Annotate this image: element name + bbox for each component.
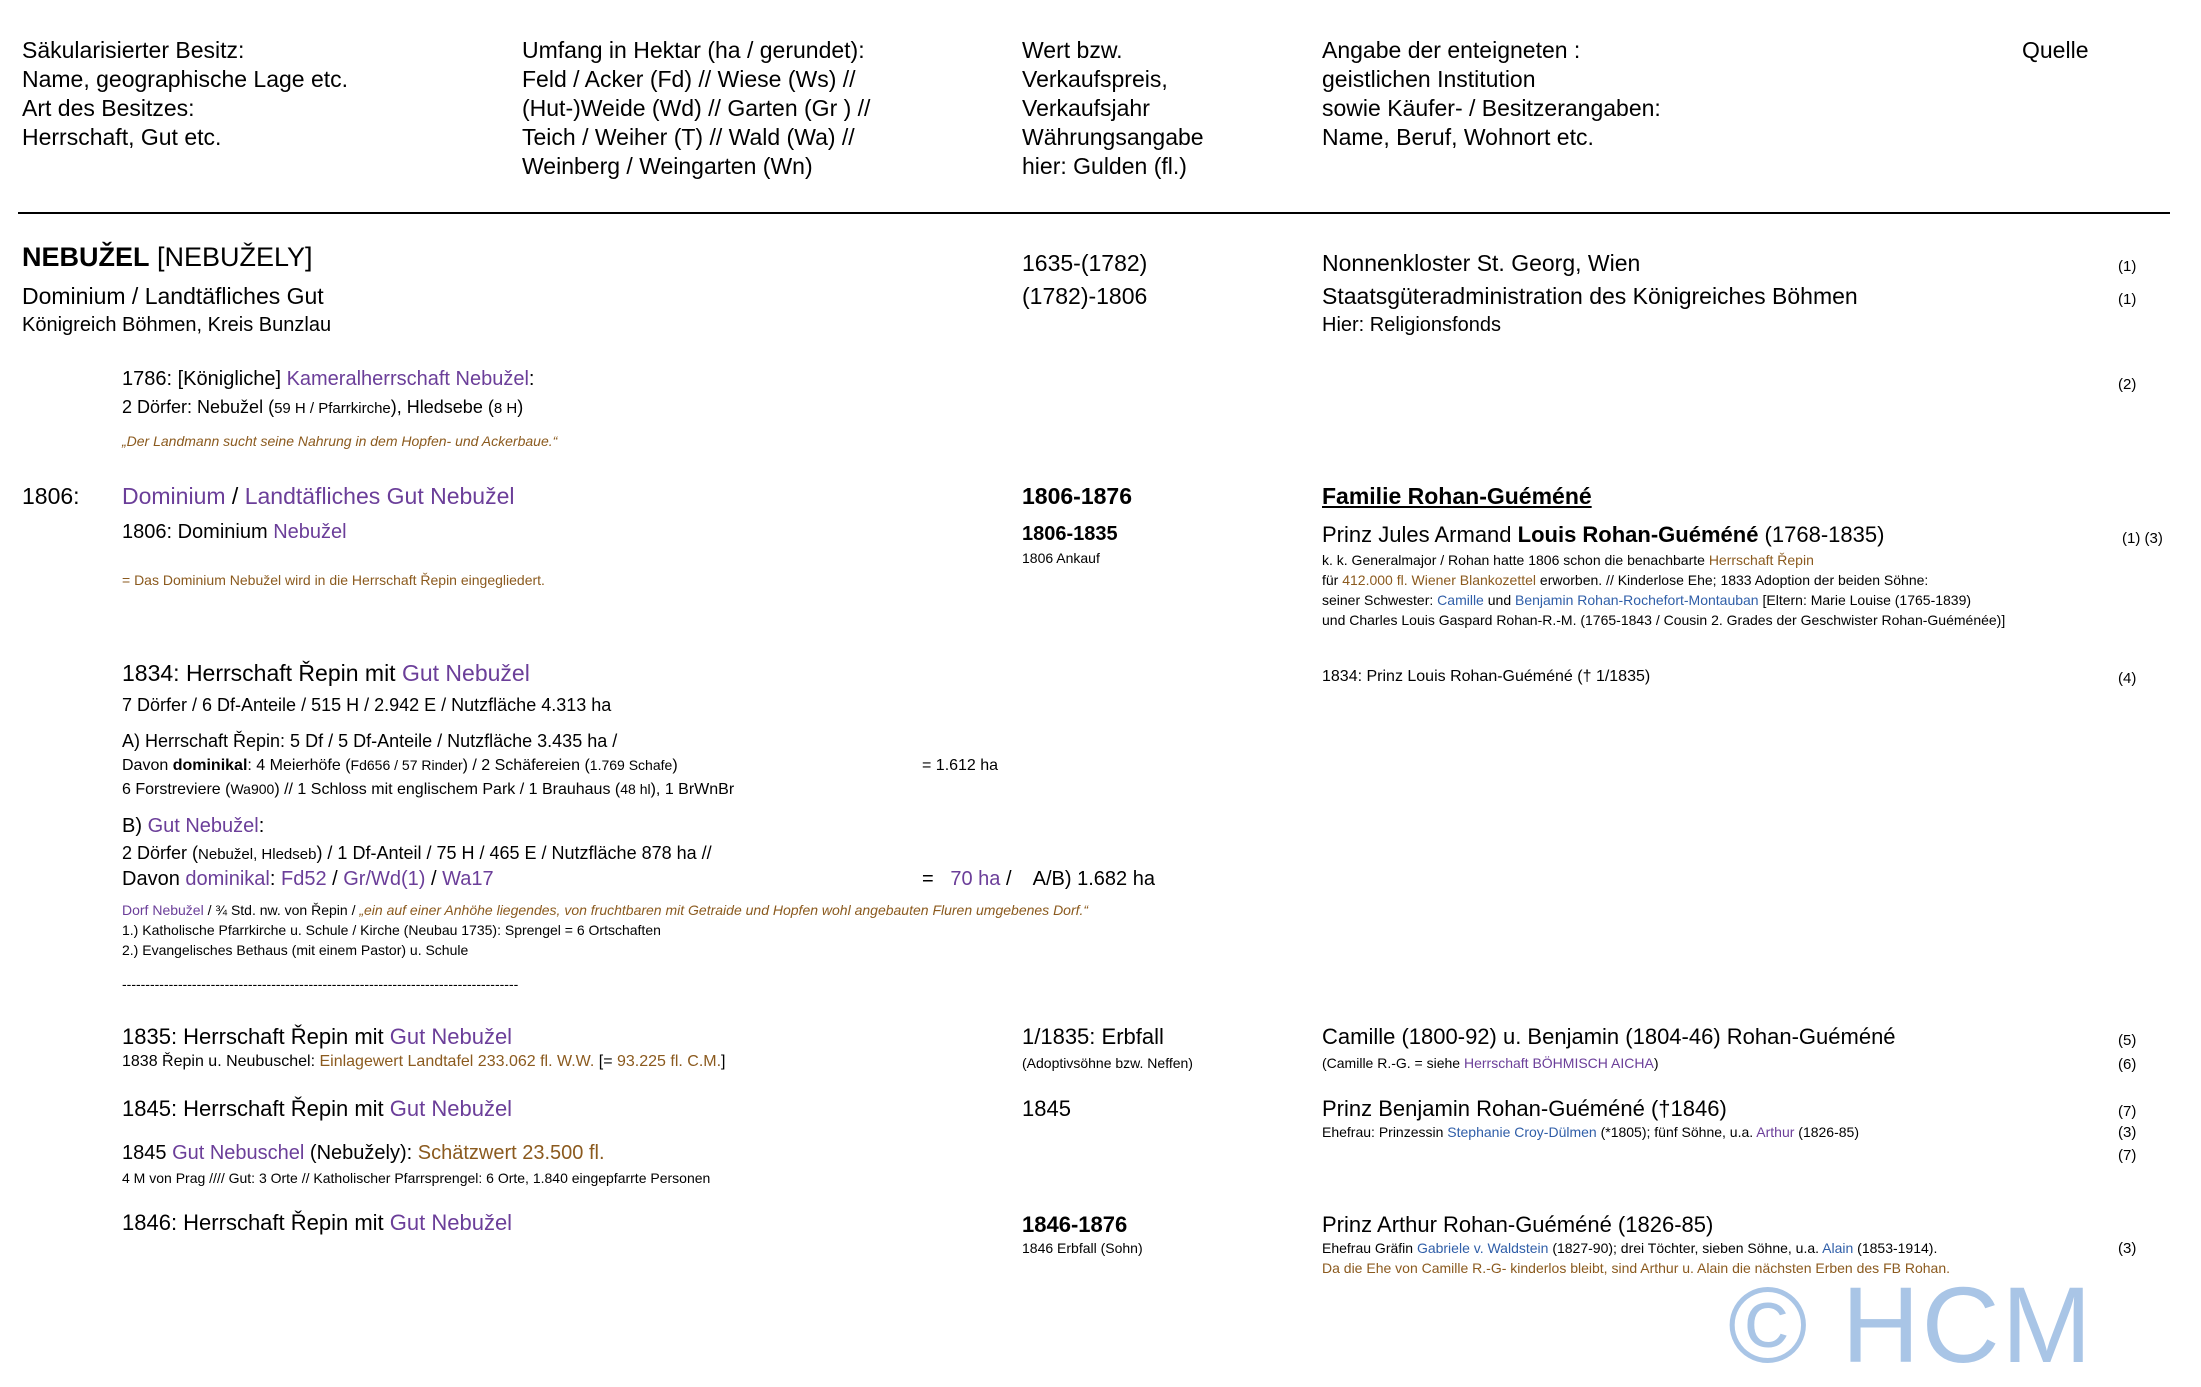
section-1834-a2 [122, 757, 678, 775]
text: 1838 Řepin u. Neubuschel: [122, 1053, 320, 1070]
section-1806-detail-4: und Charles Louis Gaspard Rohan-R.-M. (1765-1843 / Cousin 2. Grades der Geschwister Rohan-Guéménée)] [1322, 612, 2006, 628]
section-1786-villages: 2 Dörfer: Nebužel (59 H / Pfarrkirche), Hledsebe (8 H) [122, 397, 524, 417]
header-text: Angabe der enteigneten : [1322, 37, 1581, 63]
text: / ¾ Std. nw. von Řepin / [203, 902, 360, 918]
text: (1800-92) [1401, 1024, 1497, 1049]
text: 1845: Herrschaft Řepin mit [122, 1096, 390, 1121]
section-1806-sub-note: 1806 Ankauf [1022, 550, 1100, 566]
text: Wa900 [230, 781, 275, 797]
section-1806-family: Familie Rohan-Guéméné [1322, 483, 1592, 509]
text: dominikal [172, 757, 248, 774]
text: 1846: Herrschaft Řepin mit [122, 1210, 390, 1235]
text: 1786: [Königliche] [122, 368, 287, 390]
header-text: Art des Besitzes: [22, 95, 195, 121]
header-text: Verkaufspreis, [1022, 66, 1168, 92]
text: ) // 1 Schloss mit englischem Park / 1 Brauhaus ( [274, 781, 621, 798]
text: 70 ha [950, 868, 1001, 890]
text: / [225, 483, 245, 509]
text: Davon [122, 757, 173, 774]
text: Camille [1437, 592, 1484, 608]
text: Gut Nebužel [389, 1024, 513, 1049]
section-1835-value-note: (Adoptivsöhne bzw. Neffen) [1022, 1055, 1193, 1071]
text: ] [721, 1053, 726, 1070]
text: Landtäfliches Gut Nebužel [244, 483, 515, 509]
section-1806-sub [122, 521, 347, 544]
text: 1835: Herrschaft Řepin mit [122, 1024, 390, 1049]
section-1835-heading [122, 1024, 512, 1050]
source-ref: (6) [2118, 1056, 2137, 1073]
section-1835-note [1322, 1055, 1658, 1071]
header-text: hier: Gulden (fl.) [1022, 153, 1187, 179]
text: 1834: Herrschaft Řepin mit [122, 660, 402, 686]
section-1834-heading [122, 660, 530, 687]
text: Gabriele v. Waldstein [1416, 1240, 1549, 1256]
source-ref: (7) [2118, 1103, 2137, 1120]
section-1845-heading [122, 1096, 512, 1122]
text: ) [1653, 1055, 1659, 1071]
section-1834-note-2: 2.) Evangelisches Bethaus (mit einem Pastor) u. Schule [122, 942, 469, 958]
section-1846-range: 1846-1876 [1022, 1212, 1128, 1237]
section-1834-a-ha: = 1.612 ha [922, 757, 999, 774]
text: Gut Nebužel [147, 815, 259, 837]
header-text: (Hut-)Weide (Wd) // Garten (Gr ) // [522, 95, 871, 121]
section-1806-detail-3 [1322, 592, 1971, 608]
text: (1826-85) [1794, 1124, 1859, 1140]
source-ref: (4) [2118, 670, 2137, 687]
title-name: NEBUŽEL [22, 242, 150, 272]
section-1834-b2 [122, 843, 712, 864]
section-1845-wife [1322, 1124, 1859, 1140]
text: 1806: Dominium [122, 521, 274, 543]
text: 6 Forstreviere ( [122, 781, 231, 798]
section-1834-b1 [122, 815, 264, 838]
text: (Camille R.-G. = siehe [1322, 1055, 1464, 1071]
source-ref: (2) [2118, 376, 2137, 393]
text: (*1805); fünf Söhne, u.a. [1596, 1124, 1757, 1140]
text: 2 Dörfer ( [122, 843, 199, 863]
section-1846-heir: Da die Ehe von Camille R.-G- kinderlos bleibt, sind Arthur u. Alain die nächsten Erben des FB Rohan. [1322, 1260, 1950, 1276]
page-title [22, 242, 313, 273]
section-1835-sub [122, 1053, 725, 1071]
source-ref: (1) [2118, 291, 2137, 308]
text: Herrschaft Řepin [1708, 552, 1814, 568]
text: k. k. Generalmajor / Rohan hatte 1806 schon die benachbarte [1322, 552, 1709, 568]
section-1845-owner: Prinz Benjamin Rohan-Guéméné (†1846) [1322, 1096, 1727, 1121]
header-text: Weinberg / Weingarten (Wn) [522, 153, 813, 179]
text: von fruchtbaren mit Getraide und Hopfen wohl angebauten Fluren umgebenes Dorf.“ [564, 902, 1089, 918]
header-text: Währungsangabe [1022, 124, 1204, 150]
text: Arthur [1756, 1124, 1795, 1140]
text: / [326, 868, 344, 890]
header-text: sowie Käufer- / Besitzerangaben: [1322, 95, 1661, 121]
header-divider [18, 212, 2170, 214]
title-dates-1: 1635-(1782) [1022, 250, 1148, 276]
header-text: Verkaufsjahr [1022, 95, 1150, 121]
section-1835-value: 1/1835: Erbfall [1022, 1024, 1164, 1049]
text: / A/B) 1.682 ha [1000, 868, 1155, 890]
header-col-source: Quelle [2022, 37, 2089, 63]
section-1835-owner [1322, 1024, 1896, 1050]
section-1806-year: 1806: [22, 483, 80, 509]
section-1846-owner: Prinz Arthur Rohan-Guéméné (1826-85) [1322, 1212, 1714, 1237]
header-text: Säkularisierter Besitz: [22, 37, 245, 63]
section-1834-owner: 1834: Prinz Louis Rohan-Guéméné († 1/1835) [1322, 668, 1651, 685]
header-text: Umfang in Hektar (ha / gerundet): [522, 37, 865, 63]
header-text: Teich / Weiher (T) // Wald (Wa) // [522, 124, 855, 150]
title-owner-3: Hier: Religionsfonds [1322, 314, 1501, 336]
section-1786-quote: „Der Landmann sucht seine Nahrung in dem Hopfen- und Ackerbaue.“ [122, 433, 558, 449]
text: Wa17 [442, 868, 494, 890]
text: Prinz Jules Armand [1322, 522, 1518, 547]
text: für [1322, 572, 1343, 588]
source-ref: (7) [2118, 1147, 2137, 1164]
section-1834-stats: 7 Dörfer / 6 Df-Anteile / 515 H / 2.942 E / Nutzfläche 4.313 ha [122, 695, 612, 715]
text: Camille [1322, 1024, 1402, 1049]
text: Gut Nebužel [389, 1210, 513, 1235]
text: ) / 2 Schäfereien ( [462, 757, 590, 774]
text: ) / 1 Df-Anteil / 75 H / 465 E / Nutzfläche 878 ha // [316, 843, 712, 863]
header-text: geistlichen Institution [1322, 66, 1536, 92]
text: seiner Schwester: [1322, 592, 1438, 608]
text: 1845 [122, 1142, 173, 1164]
text: Schätzwert 23.500 fl. [417, 1142, 605, 1164]
section-1846-wife [1322, 1240, 1937, 1256]
text: Ehefrau: Prinzessin [1322, 1124, 1448, 1140]
text: : [269, 868, 281, 890]
text: Herrschaft BÖHMISCH AICHA [1463, 1055, 1654, 1071]
source-ref: (3) [2118, 1124, 2137, 1141]
text: und [1483, 592, 1515, 608]
section-1834-quote [122, 902, 1088, 918]
text: „ein auf einer Anhöhe liegendes, [359, 902, 565, 918]
title-alt-name: [NEBUŽELY] [149, 242, 313, 272]
text: ) [672, 757, 678, 774]
source-ref: (1) (3) [2122, 530, 2163, 547]
text: Stephanie Croy-Dülmen [1447, 1124, 1597, 1140]
text: (Nebužely): [304, 1142, 418, 1164]
header-col-value [1022, 36, 1204, 181]
text: (1853-1914). [1853, 1240, 1938, 1256]
text: 93.225 fl. C.M. [616, 1053, 722, 1070]
section-1845-gut [122, 1142, 605, 1165]
section-1834-note-1: 1.) Katholische Pfarrkirche u. Schule / Kirche (Neubau 1735): Sprengel = 6 Ortschaften [122, 922, 661, 938]
header-col-area [522, 36, 870, 181]
section-1806-detail-2 [1322, 572, 1928, 588]
text: (1804-46) [1625, 1024, 1721, 1049]
text: 8 H [493, 400, 518, 417]
text: dominikal [185, 868, 270, 890]
section-1846-heading [122, 1210, 512, 1236]
text: Louis Rohan-Guéméné [1517, 522, 1759, 547]
title-owner-2: Staatsgüteradministration des Königreiches Böhmen [1322, 283, 1858, 309]
header-text: Name, geographische Lage etc. [22, 66, 349, 92]
section-1834-b3 [122, 868, 494, 891]
text: 412.000 fl. Wiener Blankozettel [1342, 572, 1537, 588]
text: Dorf Nebužel [122, 902, 204, 918]
section-divider-dashes: ------------------------------------------------------------------------------------- [122, 976, 519, 992]
text: Davon [122, 868, 186, 890]
text: Nebužel, Hledseb [198, 846, 317, 863]
text: u. Benjamin [1496, 1024, 1626, 1049]
section-1806-incorp: = Das Dominium Nebužel wird in die Herrschaft Řepin eingegliedert. [122, 572, 545, 588]
text: Einlagewert Landtafel 233.062 fl. W.W. [319, 1053, 595, 1070]
section-1846-note: 1846 Erbfall (Sohn) [1022, 1240, 1143, 1256]
header-text: Wert bzw. [1022, 37, 1123, 63]
text: Gr/Wd(1) [343, 868, 426, 890]
section-1834-b-ha [922, 868, 1155, 891]
text: ), Hledsebe [390, 397, 483, 417]
text: Fd656 / 57 Rinder [350, 757, 463, 773]
text: B) [122, 815, 148, 837]
text: 2 Dörfer: Nebužel ( [122, 397, 275, 417]
section-1834-a3 [122, 781, 734, 799]
text: 1.769 Schafe [589, 757, 673, 773]
text: (1827-90); drei Töchter, sieben Söhne, u.a. [1548, 1240, 1823, 1256]
text: Gut Nebužel [401, 660, 530, 686]
source-ref: (3) [2118, 1240, 2137, 1257]
text: Ehefrau Gräfin [1322, 1240, 1417, 1256]
header-text: Herrschaft, Gut etc. [22, 124, 222, 150]
section-1845-gut-note: 4 M von Prag //// Gut: 3 Orte // Katholischer Pfarrsprengel: 6 Orte, 1.840 eingepfarrte Personen [122, 1170, 711, 1186]
text: : [528, 368, 535, 390]
title-location: Königreich Böhmen, Kreis Bunzlau [22, 314, 332, 336]
text: 48 hl [620, 781, 651, 797]
text: Alain [1822, 1240, 1854, 1256]
source-ref: (1) [2118, 258, 2137, 275]
title-dates-2: (1782)-1806 [1022, 283, 1148, 309]
section-1806-prince [1322, 522, 1884, 548]
section-1806-heading [122, 483, 514, 510]
section-1806-range: 1806-1876 [1022, 483, 1132, 509]
section-1845-value: 1845 [1022, 1096, 1071, 1121]
title-type: Dominium / Landtäfliches Gut [22, 283, 324, 309]
header-col-property [22, 36, 348, 152]
text: Nebužel [273, 521, 347, 543]
text: Benjamin Rohan-Rochefort-Montauban [1515, 592, 1759, 608]
title-owner-1: Nonnenkloster St. Georg, Wien [1322, 250, 1641, 276]
header-col-owner [1322, 36, 1661, 152]
text: (1768-1835) [1758, 522, 1885, 547]
text: 59 H / Pfarrkirche [274, 400, 391, 417]
text: = [922, 868, 934, 890]
text: Dominium [122, 483, 226, 509]
text: [Eltern: Marie Louise (1765-1839) [1758, 592, 1972, 608]
text: Fd52 [280, 868, 327, 890]
text: : 4 Meierhöfe ( [247, 757, 351, 774]
text: / [425, 868, 443, 890]
section-1786-heading [122, 368, 534, 391]
section-1806-sub-range: 1806-1835 [1022, 523, 1118, 545]
text: Gut Nebuschel [172, 1142, 305, 1164]
text: Rohan-Guéméné [1720, 1024, 1896, 1049]
source-ref: (5) [2118, 1032, 2137, 1049]
text: [= [594, 1053, 617, 1070]
estate-name: Kameralherrschaft Nebužel [286, 368, 529, 390]
header-text: Name, Beruf, Wohnort etc. [1322, 124, 1594, 150]
text: : [258, 815, 265, 837]
text: ), 1 BrWnBr [650, 781, 735, 798]
text: Gut Nebužel [389, 1096, 513, 1121]
text: erworben. // Kinderlose Ehe; 1833 Adoption der beiden Söhne: [1536, 572, 1929, 588]
copyright-watermark: © HCM [1728, 1264, 2094, 1385]
section-1806-detail-1 [1322, 552, 1814, 568]
section-1834-a1: A) Herrschaft Řepin: 5 Df / 5 Df-Anteile / Nutzfläche 3.435 ha / [122, 731, 618, 751]
header-text: Feld / Acker (Fd) // Wiese (Ws) // [522, 66, 856, 92]
